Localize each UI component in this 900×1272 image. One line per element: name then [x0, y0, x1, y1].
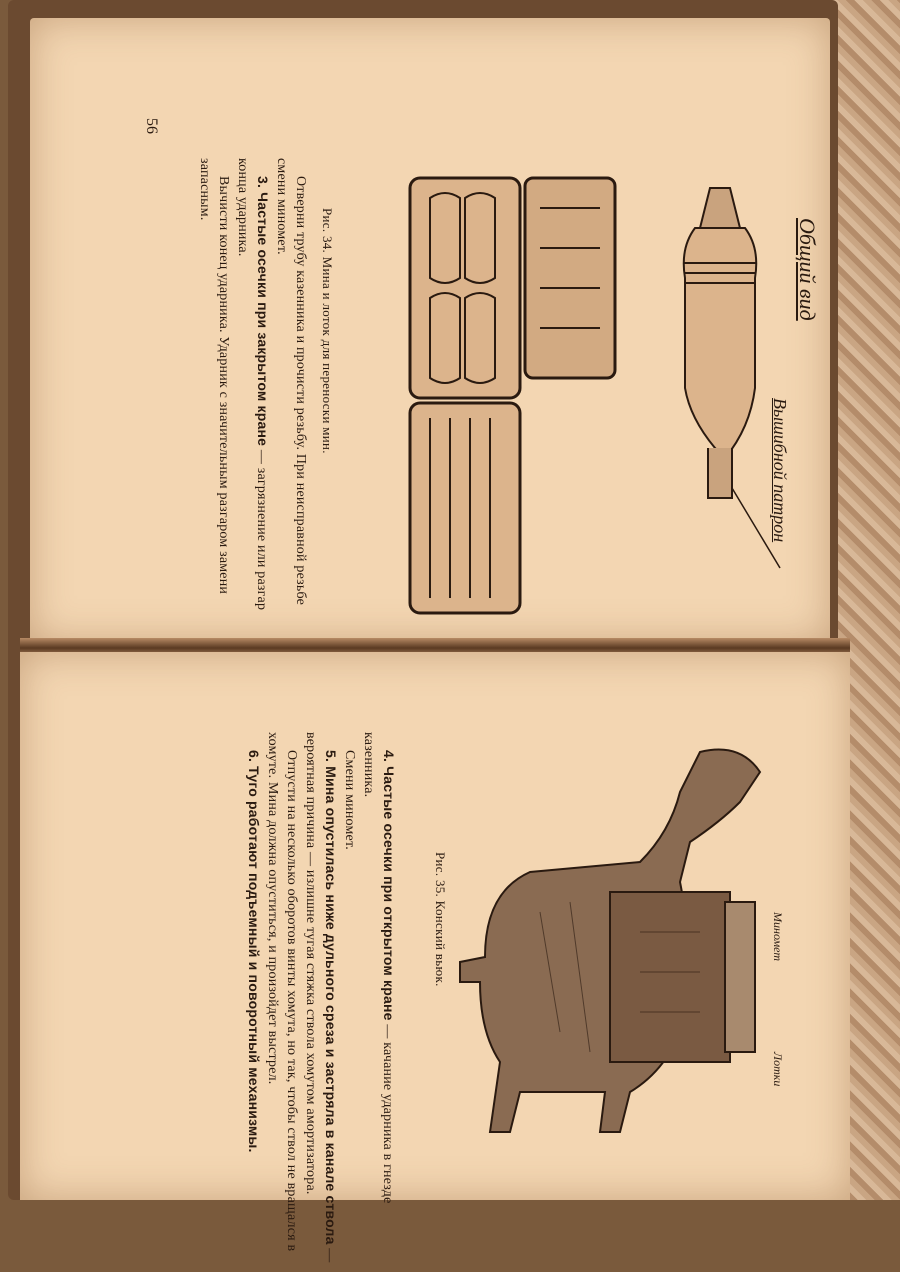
item-4-text: — качание ударника в гнезде казенника. — [361, 732, 395, 1204]
item-4-action: Смени миномет. — [342, 750, 357, 850]
page-top — [30, 18, 830, 643]
page-number: 56 — [143, 118, 160, 134]
label-tray: Лотки — [771, 1052, 785, 1087]
handwritten-cartridge-label: Вышибной патрон — [770, 398, 790, 543]
figure-34-caption: Рис. 34. Мина и лоток для переноски мин. — [320, 208, 335, 454]
label-mortar: Миномет — [771, 912, 785, 961]
handwritten-general-view: Общий вид — [795, 218, 820, 321]
figure-35-caption: Рис. 35. Конский вьюк. — [433, 852, 448, 987]
page-bottom — [20, 652, 850, 1263]
item-3-heading: 3. Частые осечки при закрытом кране — [255, 176, 271, 447]
item-6-heading: 6. Туго работают подъемный и поворотный механизмы. — [246, 750, 262, 1153]
item-3 — [233, 158, 272, 618]
item-5-action: Отпусти на несколько оборотов винты хомута, но так, чтобы ствол не вращался в хомуте. Мина должна опуститься, и произойдет выстрел. — [265, 732, 299, 1252]
horse-pack-illustration — [440, 732, 780, 1152]
item-5-text: — вероятная причина — излишне тугая стяжка ствола хомутом амортизатора. — [303, 732, 337, 1263]
item-5 — [301, 732, 340, 1272]
item-3-text: — загрязнение или разгар конца ударника. — [235, 158, 269, 611]
item-5-heading: 5. Мина опустилась ниже дульного среза и застряла в канале ствола — [323, 750, 339, 1245]
item-4 — [359, 732, 398, 1272]
item-6 — [243, 732, 263, 1272]
paragraph-clean-striker: Вычисти конец ударника. Ударник с значительным разгаром замени запасным. — [197, 158, 231, 595]
paragraph-unscrew-barrel: Отверни трубу казенника и прочисти резьбу. При неисправной резьбе смени миномет. — [274, 158, 308, 606]
item-4-heading: 4. Частые осечки при открытом кране — [381, 750, 397, 1021]
